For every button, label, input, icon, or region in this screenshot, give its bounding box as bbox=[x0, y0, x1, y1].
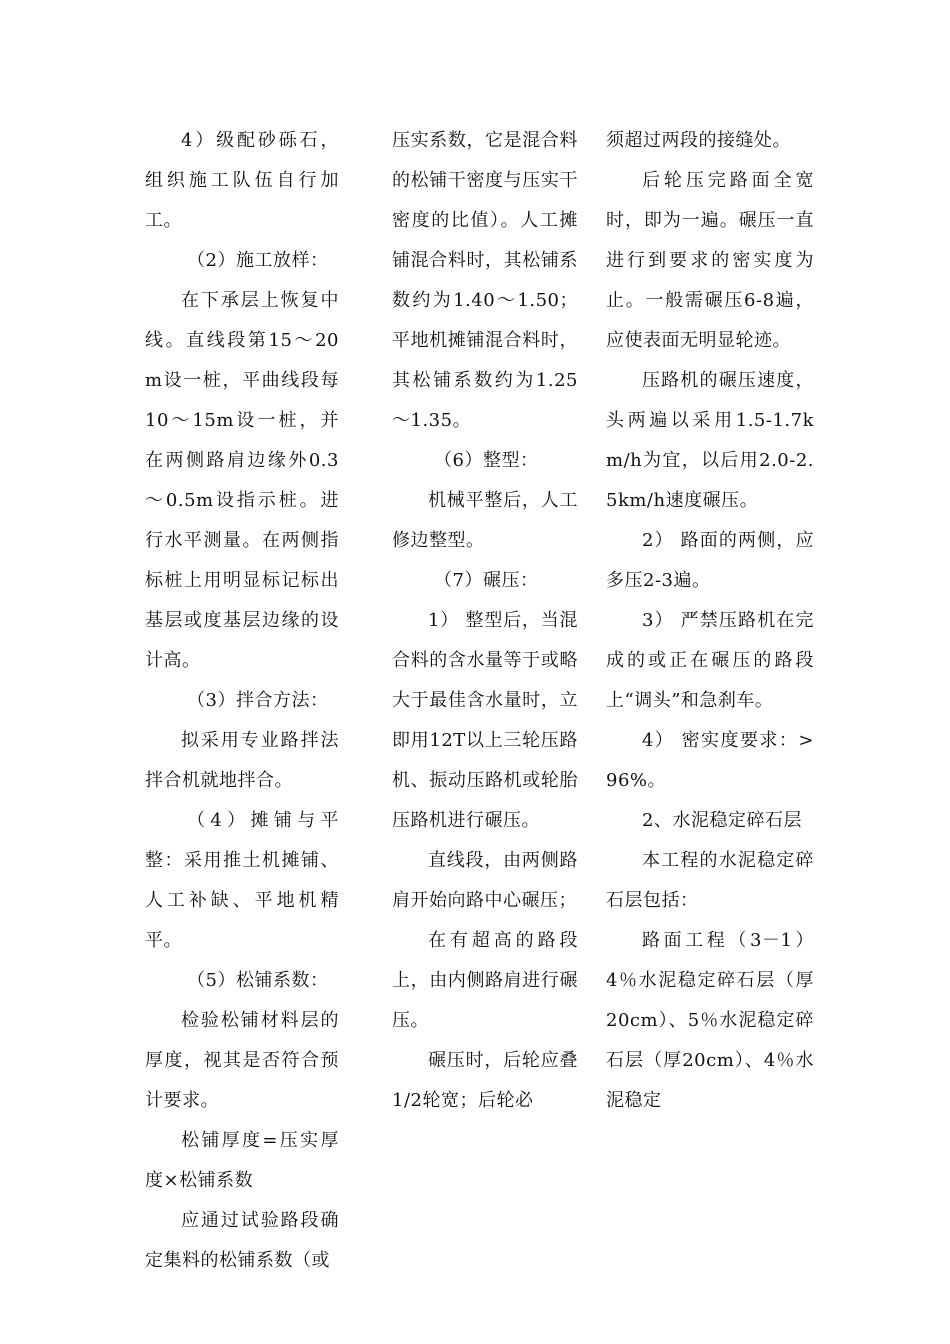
paragraph: 压实系数，它是混合料的松铺干密度与压实干密度的比值）。人工摊铺混合料时，其松铺系数约为1.40～1.50；平地机摊铺混合料时，其松铺系数约为1.25～1.35。 bbox=[392, 130, 578, 431]
paragraph: 后轮压完路面全宽时，即为一遍。碾压一直进行到要求的密实度为止。一般需碾压6-8遍，应使表面无明显轮迹。 bbox=[606, 170, 814, 351]
paragraph: 在下承层上恢复中线。直线段第15～20m设一桩，平曲线段每10～15m设一桩，并在两侧路肩边缘外0.3～0.5m设指示桩。进行水平测量。在两侧指标桩上用明显标记标出基层或度基层边缘的设计高。 bbox=[145, 290, 339, 671]
paragraph: 应通过试验路段确定集料的松铺系数（或 bbox=[145, 1210, 339, 1271]
paragraph: 1） 整型后，当混合料的含水量等于或略大于最佳含水量时，立即用12T以上三轮压路机、振动压路机或轮胎压路机进行碾压。 bbox=[392, 610, 578, 831]
section-heading: （5）松铺系数： bbox=[187, 970, 329, 991]
paragraph: 本工程的水泥稳定碎石层包括： bbox=[606, 850, 814, 911]
section-heading: （3）拌合方法： bbox=[187, 690, 329, 711]
paragraph: 须超过两段的接缝处。 bbox=[606, 130, 791, 151]
paragraph: 直线段，由两侧路肩开始向路中心碾压； bbox=[392, 850, 578, 911]
section-heading: （2）施工放样： bbox=[187, 250, 329, 271]
section-heading: （6）整型： bbox=[434, 450, 539, 471]
section-heading: （4）摊铺与平整：采用推土机摊铺、人工补缺、平地机精平。 bbox=[145, 810, 339, 951]
paragraph: 拟采用专业路拌法拌合机就地拌合。 bbox=[145, 730, 339, 791]
text-column-1 bbox=[145, 121, 339, 1281]
paragraph: 4） 密实度要求：>96%。 bbox=[606, 730, 814, 791]
paragraph: 压路机的碾压速度，头两遍以采用1.5-1.7km/h为宜，以后用2.0-2.5km/h速度碾压。 bbox=[606, 370, 814, 511]
paragraph: 松铺厚度=压实厚度×松铺系数 bbox=[145, 1130, 339, 1191]
paragraph: 路面工程（3－1）4％水泥稳定碎石层（厚20cm）、5％水泥稳定碎石层（厚20cm）、4％水泥稳定 bbox=[606, 930, 814, 1111]
text-column-3 bbox=[606, 121, 814, 1121]
paragraph: 机械平整后，人工修边整型。 bbox=[392, 490, 578, 551]
section-heading: （7）碾压： bbox=[434, 570, 539, 591]
paragraph: 检验松铺材料层的厚度，视其是否符合预计要求。 bbox=[145, 1010, 339, 1111]
paragraph: 碾压时，后轮应叠1/2轮宽；后轮必 bbox=[392, 1050, 578, 1111]
section-heading: 2、水泥稳定碎石层 bbox=[642, 810, 802, 831]
paragraph: 3） 严禁压路机在完成的或正在碾压的路段上“调头”和急刹车。 bbox=[606, 610, 814, 711]
paragraph: 4）级配砂砾石，组织施工队伍自行加工。 bbox=[145, 130, 339, 231]
paragraph: 在有超高的路段上，由内侧路肩进行碾压。 bbox=[392, 930, 578, 1031]
paragraph: 2） 路面的两侧，应多压2-3遍。 bbox=[606, 530, 814, 591]
text-column-2 bbox=[392, 121, 578, 1121]
